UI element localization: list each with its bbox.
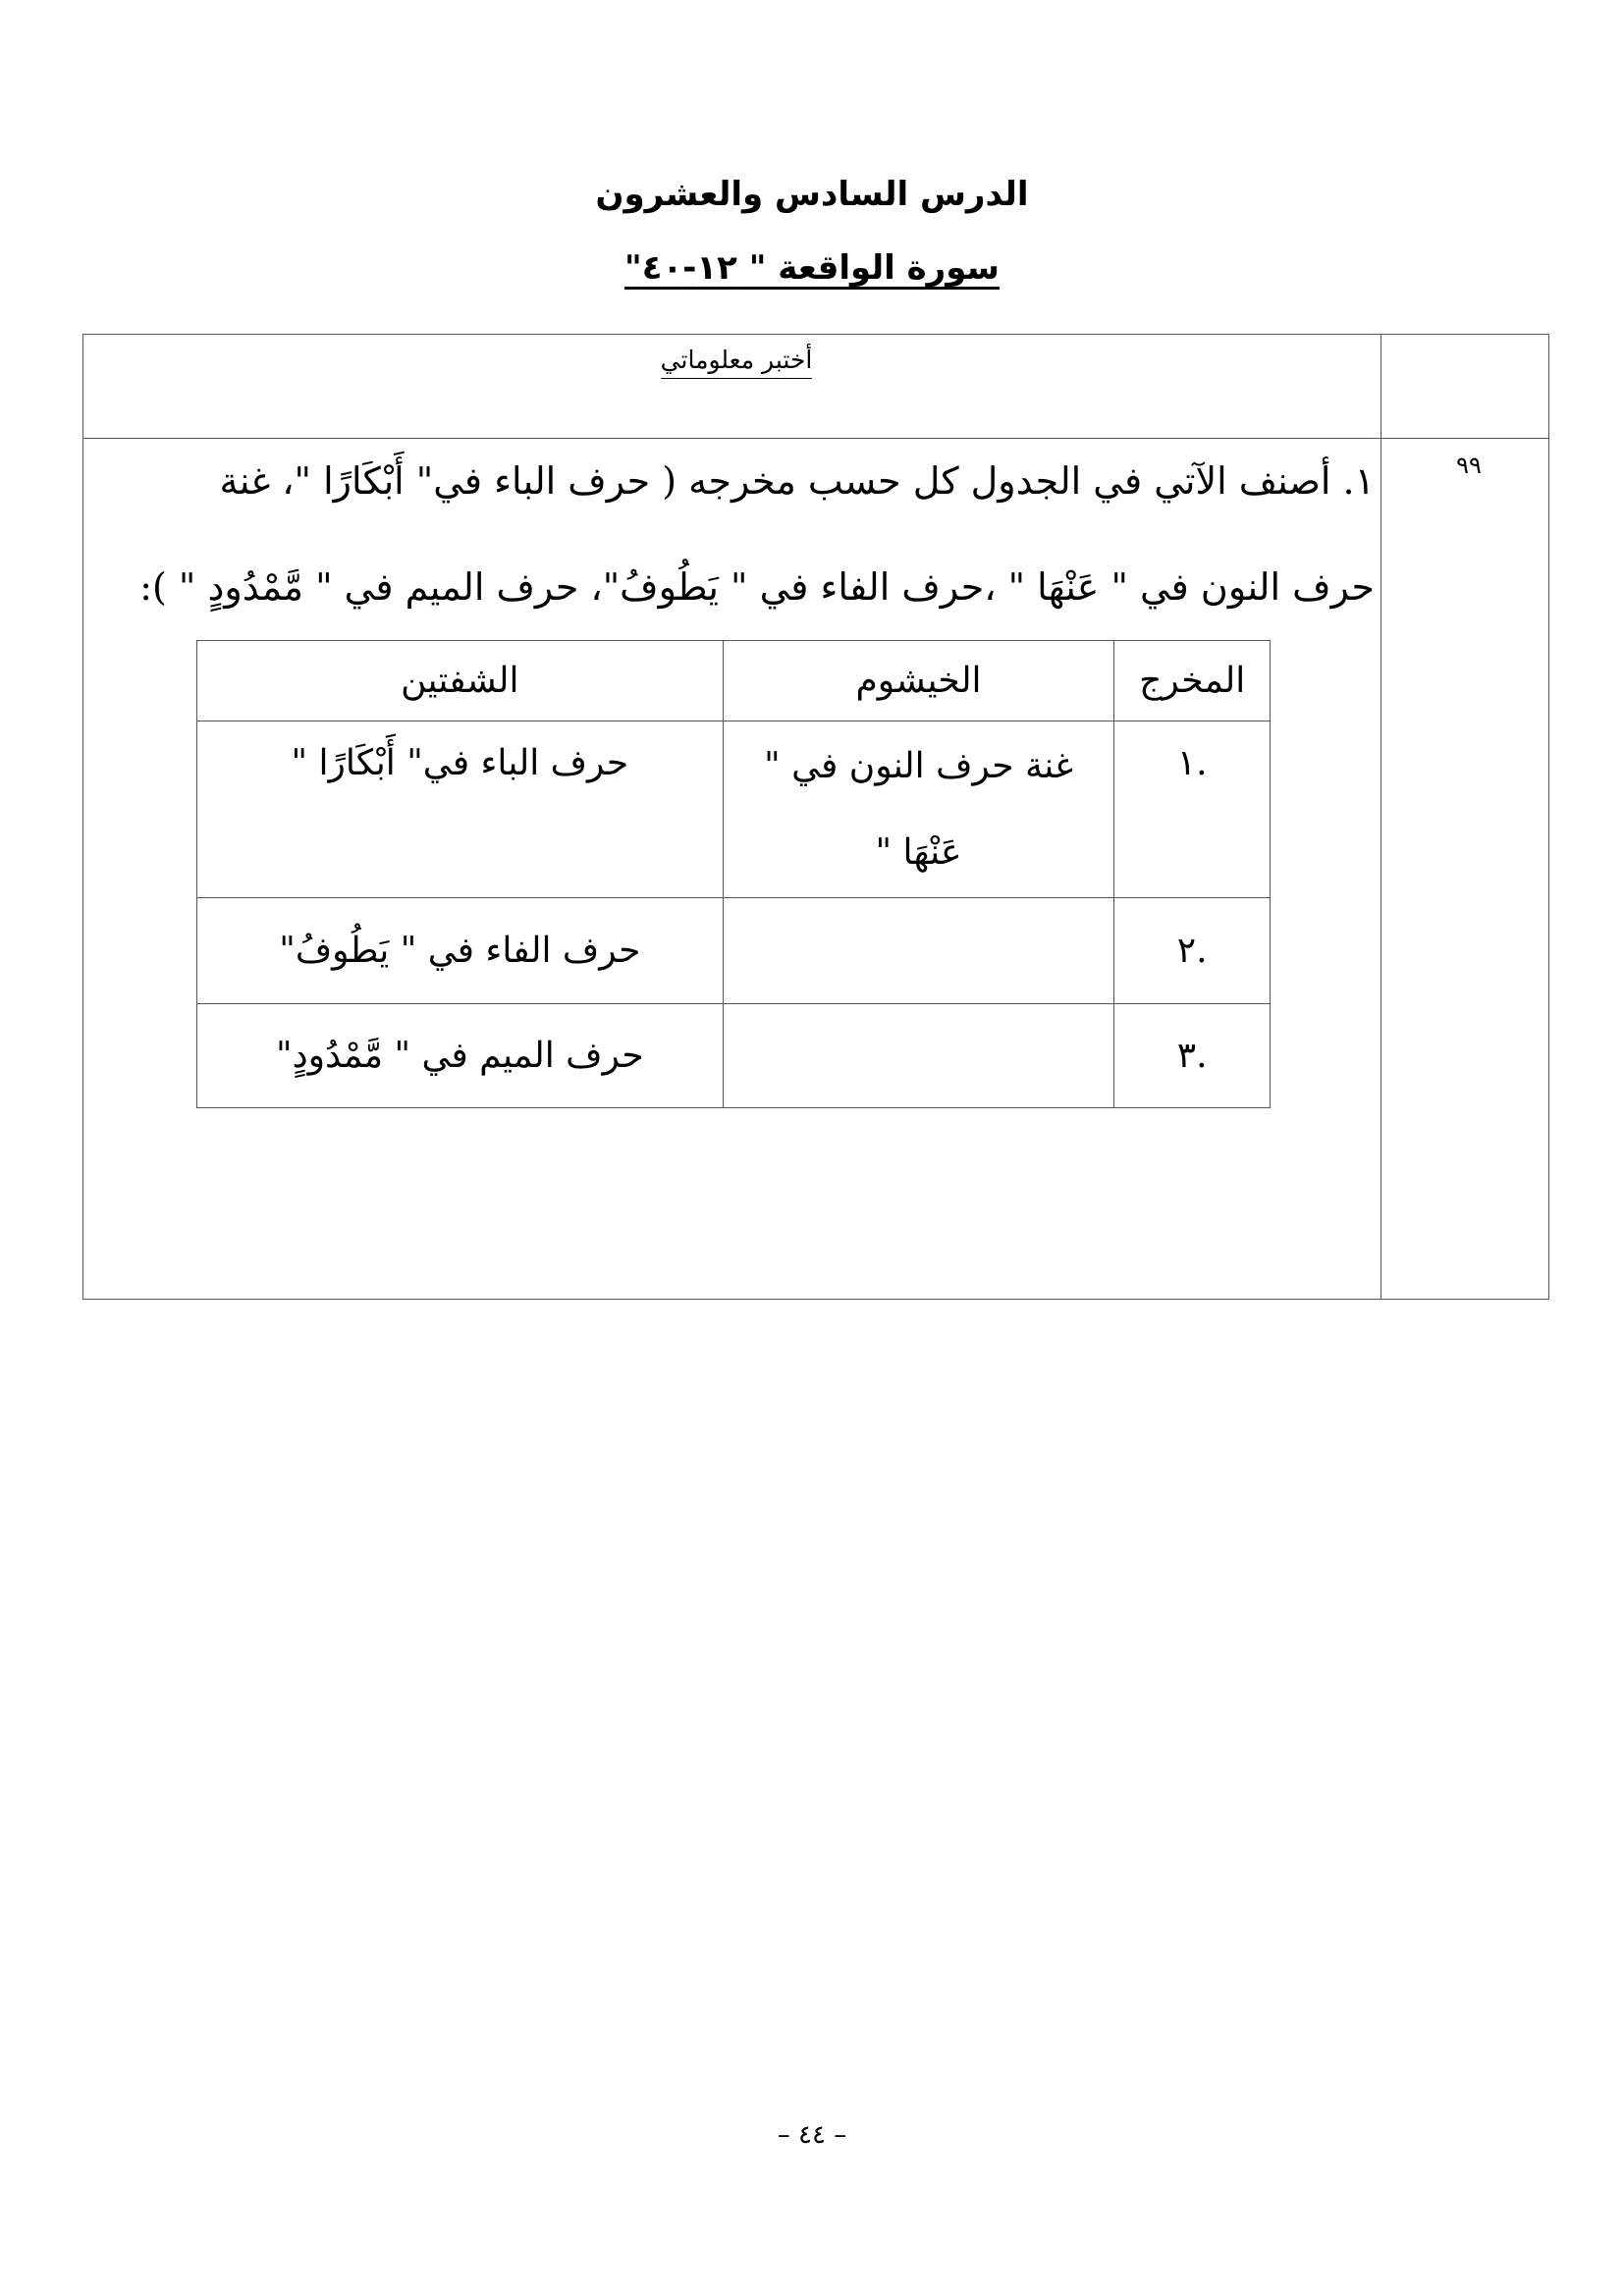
khayshum-line2: عَنْهَا " [875,831,962,873]
khayshum-cell [723,1004,1114,1108]
shafatayn-cell: حرف الميم في " مَّمْدُودٍ" [197,1004,724,1108]
khayshum-cell [723,898,1114,1004]
test-my-knowledge-label: أختبر معلوماتي [648,346,825,374]
header-shafatayn: الشفتين [197,641,724,721]
table-row [197,898,1271,1004]
surah-title [0,248,1624,288]
khayshum-cell [723,721,1114,898]
table-header-row [197,641,1271,721]
classification-table [196,640,1271,1108]
header-makhraj: المخرج [1114,641,1271,721]
question-text-line1: ١. أصنف الآتي في الجدول كل حسب مخرجه ( حرف الباء في" أَبْكَارًا "، غنة [219,459,1375,503]
question-text-line2: حرف النون في " عَنْهَا " ،حرف الفاء في " يَطُوفُ"، حرف الميم في " مَّمْدُودٍ " ): [139,565,1375,609]
shafatayn-cell: حرف الفاء في " يَطُوفُ" [197,898,724,1004]
frame-column-divider [1380,334,1381,1300]
table-row [197,1004,1271,1108]
page-number: – ٤٤ – [777,2120,847,2150]
lesson-title: الدرس السادس والعشرون [595,175,1029,214]
shafatayn-cell: حرف الباء في" أَبْكَارًا " [197,721,724,898]
header-khayshum: الخيشوم [723,641,1114,721]
frame-row-divider [82,438,1549,439]
table-row [197,721,1271,898]
row-number: .١ [1114,721,1271,898]
question-number: ٩٩ [1456,452,1482,479]
row-number: .٣ [1114,1004,1271,1108]
khayshum-line1: غنة حرف النون في " [764,745,1073,786]
surah-title-text: سورة الواقعة " ١٢-٤٠" [624,248,1000,288]
row-number: .٢ [1114,898,1271,1004]
